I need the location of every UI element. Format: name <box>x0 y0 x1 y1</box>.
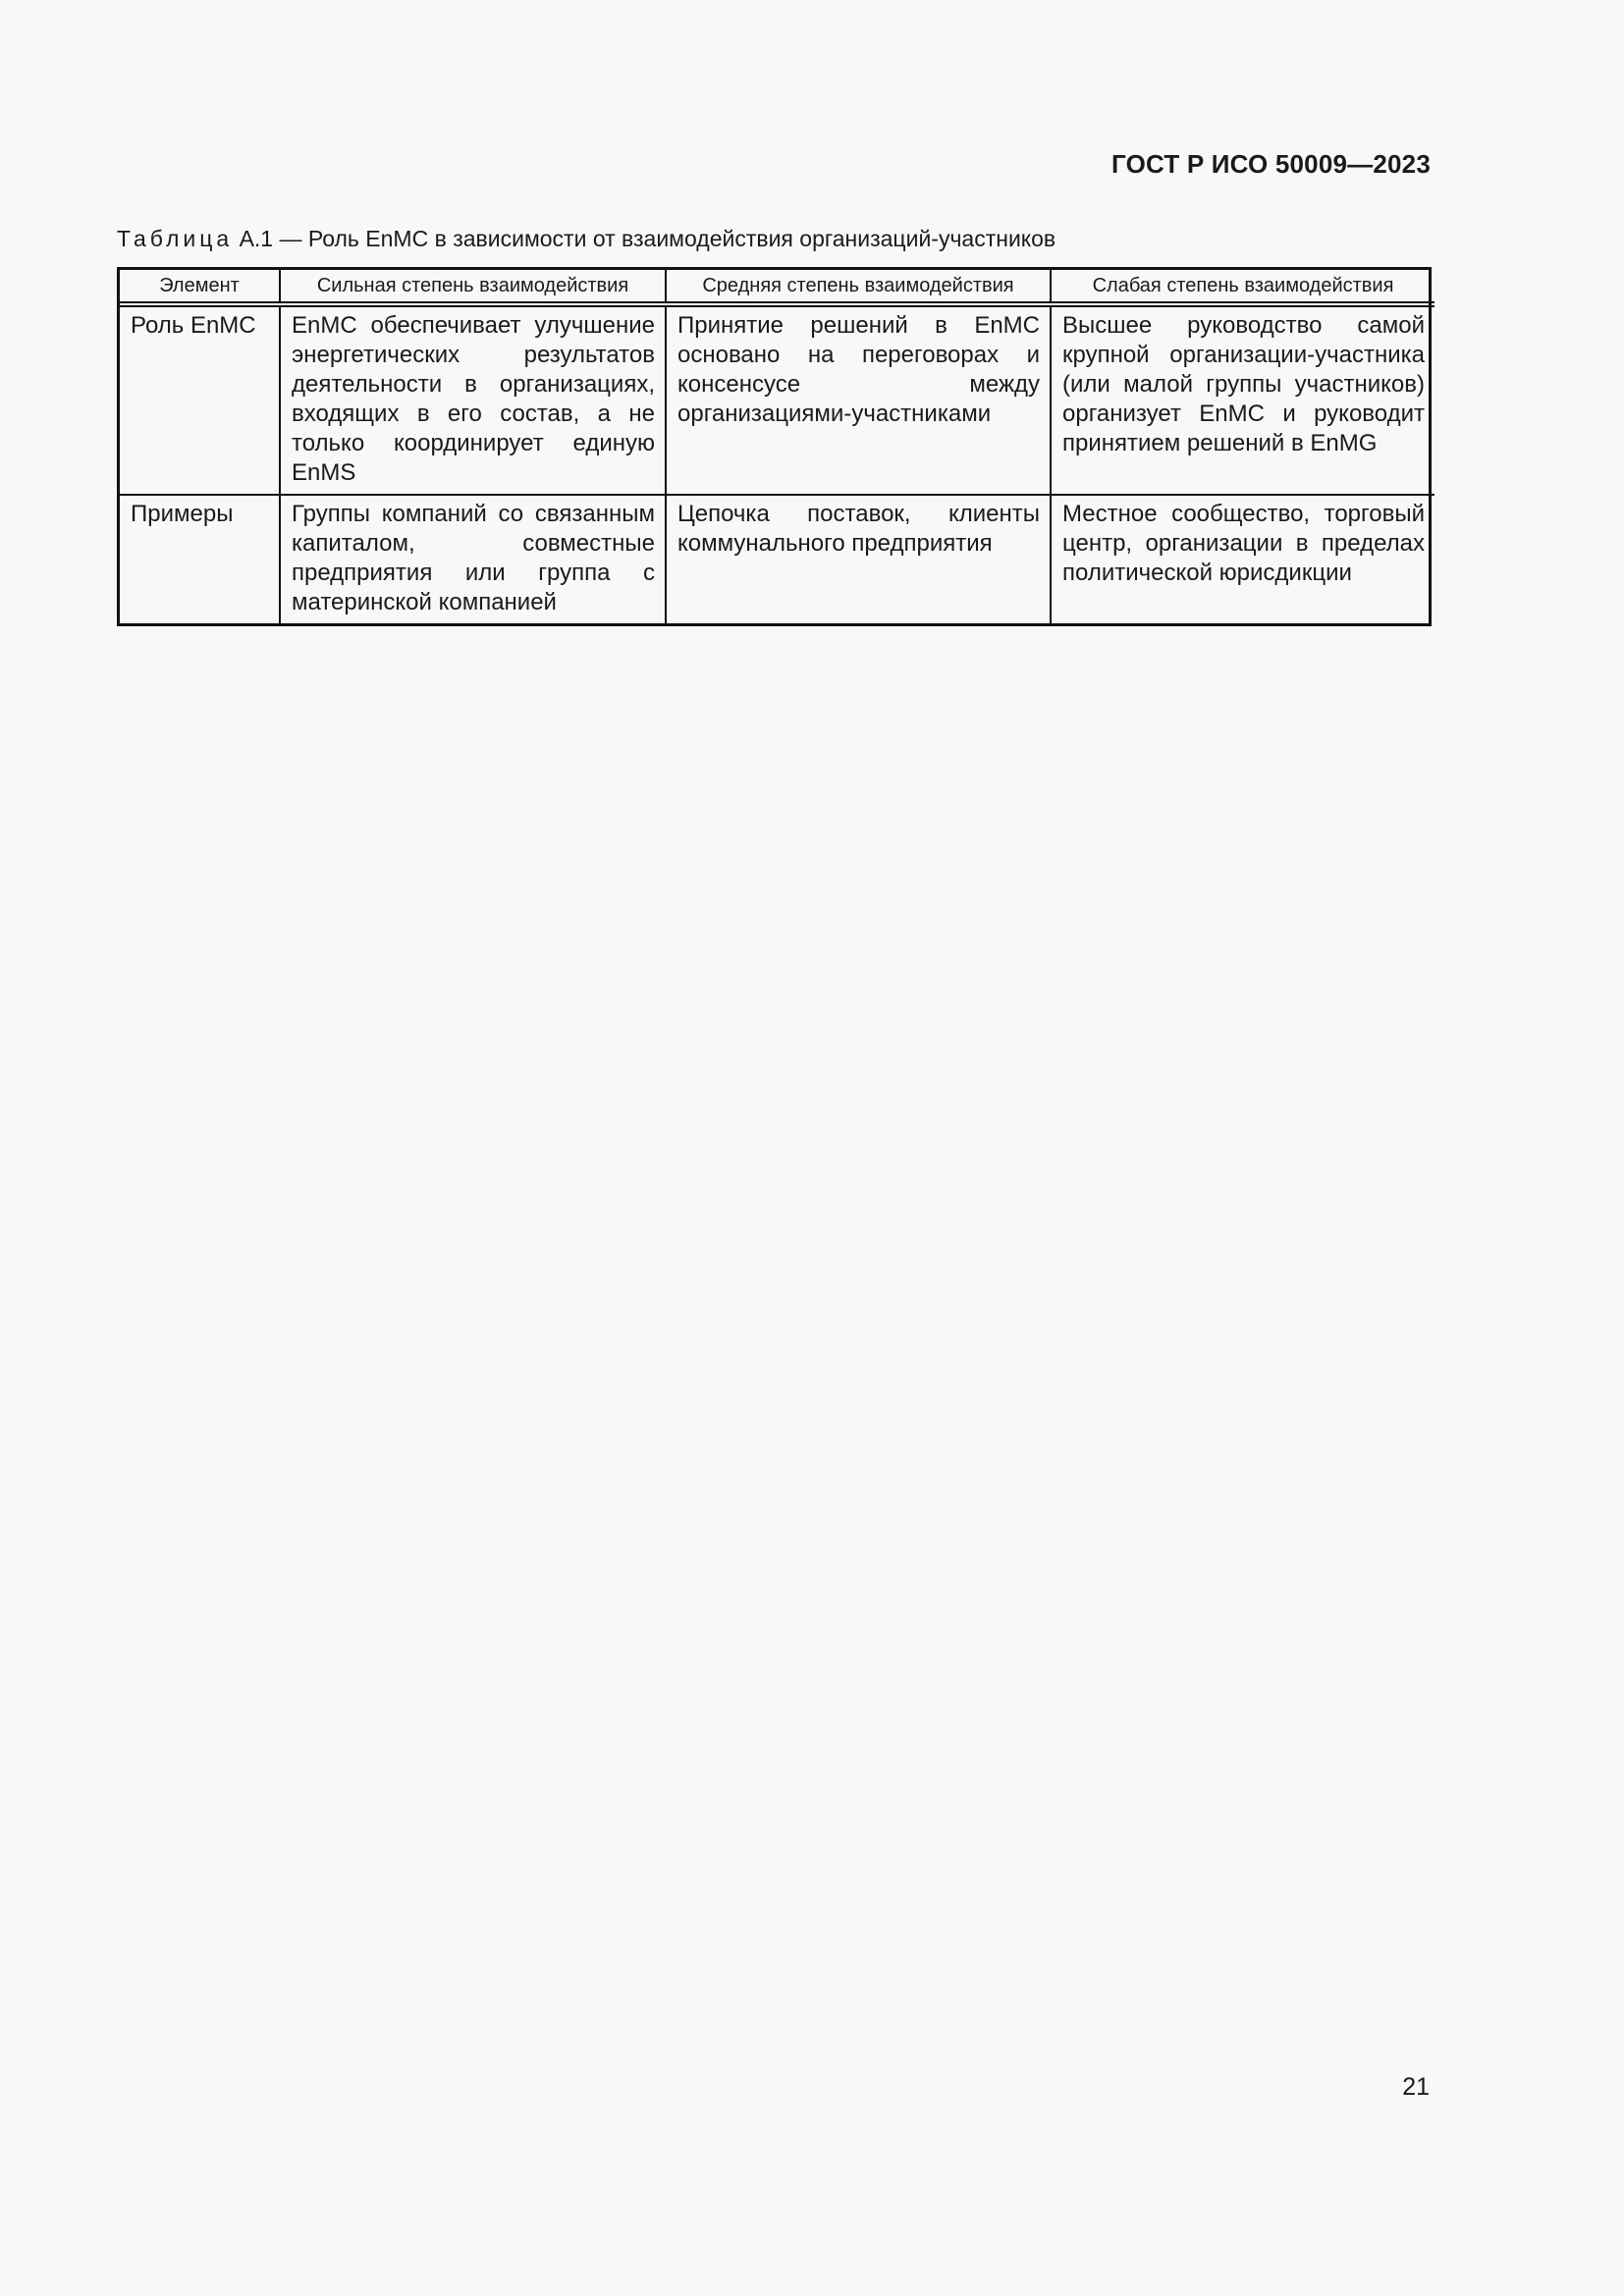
row-label-cell: Роль EnMC <box>120 304 280 495</box>
medium-cell: Цепочка поставок, клиенты коммунального предприятия <box>666 495 1051 623</box>
strong-cell: Группы компаний со связанным капиталом, совместные предприятия или группа с материнской компанией <box>280 495 666 623</box>
strong-cell: EnMC обеспечивает улучшение энергетических результатов деятельности в организациях, входящих в его состав, а не только координирует единую EnMS <box>280 304 666 495</box>
header-cell-weak: Слабая степень взаимодействия <box>1051 270 1435 304</box>
page-number: 21 <box>1402 2073 1430 2101</box>
medium-cell: Принятие решений в EnMC основано на переговорах и консенсусе между организациями-участниками <box>666 304 1051 495</box>
table-row <box>120 495 1435 623</box>
weak-cell: Высшее руководство самой крупной организации-участника (или малой группы участников) организует EnMC и руководит принятием решений в EnMG <box>1051 304 1435 495</box>
weak-cell: Местное сообщество, торговый центр, организации в пределах политической юрисдикции <box>1051 495 1435 623</box>
table-caption <box>117 226 1056 252</box>
table-header-row <box>120 270 1435 304</box>
table-caption-text: А.1 — Роль EnMC в зависимости от взаимодействия организаций-участников <box>233 226 1056 251</box>
document-id-header: ГОСТ Р ИСО 50009—2023 <box>1110 149 1431 179</box>
header-cell-medium: Средняя степень взаимодействия <box>666 270 1051 304</box>
row-label-cell: Примеры <box>120 495 280 623</box>
table-row <box>120 304 1435 495</box>
table-caption-label: Таблица <box>117 226 234 251</box>
header-cell-strong: Сильная степень взаимодействия <box>280 270 666 304</box>
role-table <box>117 267 1432 626</box>
header-cell-element: Элемент <box>120 270 280 304</box>
